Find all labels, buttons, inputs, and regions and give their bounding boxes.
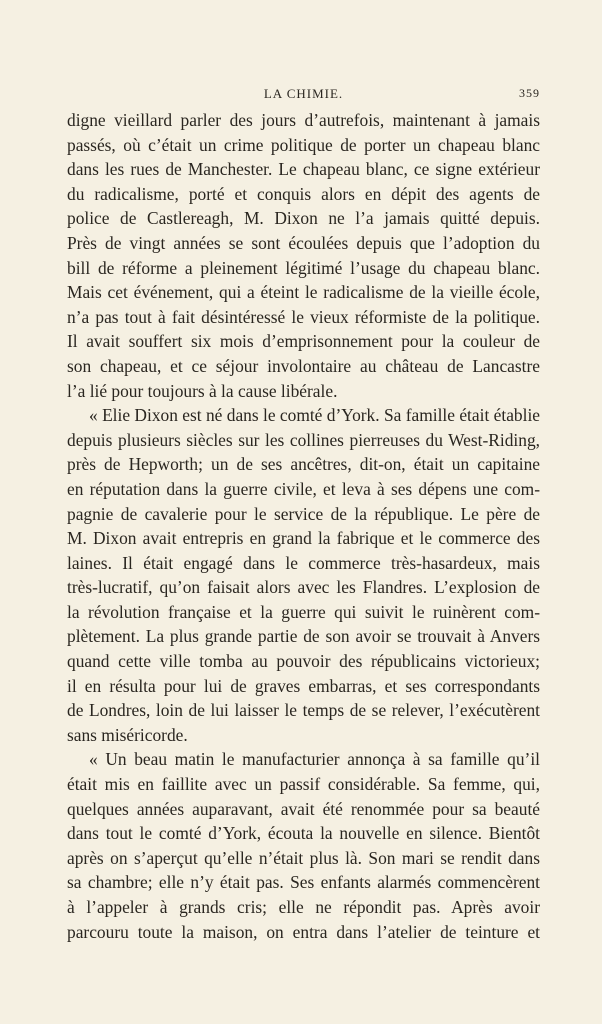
text-line: quand cette ville tomba au pouvoir des républicains victorieux; [67, 651, 540, 672]
text-line: laines. Il était engagé dans le commerce très-hasardeux, mais [67, 552, 540, 573]
text-line: digne vieillard parler des jours d’autrefois, maintenant à jamais [67, 110, 540, 130]
text-line: bill de réforme a pleinement légitimé l’usage du chapeau blanc. [67, 257, 540, 278]
text-line: M. Dixon avait entrepris en grand la fabrique et le commerce des [67, 528, 540, 549]
text-line: après on s’aperçut qu’elle n’était plus là. Son mari se rendit dans [67, 847, 540, 868]
paragraph-start-line: « Elie Dixon est né dans le comté d’York. Sa famille était établie [89, 405, 540, 426]
text-line: son chapeau, et ce séjour involontaire au château de Lancastre [67, 355, 540, 376]
text-line: n’a pas tout à fait désintéressé le vieux réformiste de la politique. [67, 306, 540, 327]
text-line: sa chambre; elle n’y était pas. Ses enfants alarmés commencèrent [67, 872, 540, 893]
text-line: très-lucratif, qu’on faisait alors avec les Flandres. L’explosion de [67, 577, 540, 598]
text-line: l’a lié pour toujours à la cause libérale. [67, 380, 338, 401]
text-line: la révolution française et la guerre qui suivit le ruinèrent com- [67, 601, 540, 622]
text-line: police de Castlereagh, M. Dixon ne l’a jamais quitté depuis. [67, 208, 540, 229]
text-line: sans miséricorde. [67, 724, 188, 745]
page-header [67, 84, 540, 104]
page-number: 359 [519, 86, 540, 100]
text-line: parcouru toute la maison, on entra dans l’atelier de teinture et [67, 921, 540, 942]
text-line: du radicalisme, porté et conquis alors en dépit des agents de [67, 183, 540, 204]
text-line: à l’appeler à grands cris; elle ne répondit pas. Après avoir [67, 897, 540, 917]
text-line: depuis plusieurs siècles sur les collines pierreuses du West-Riding, [67, 429, 540, 450]
text-line: passés, où c’était un crime politique de porter un chapeau blanc [67, 134, 540, 155]
text-line: il en résulta pour lui de graves embarras, et ses correspondants [67, 675, 540, 696]
running-title: LA CHIMIE. [263, 86, 344, 101]
text-line: de Londres, loin de lui laisser le temps de se relever, l’exécutèrent [67, 700, 540, 721]
text-line: en réputation dans la guerre civile, et leva à ses dépens une com- [67, 478, 540, 499]
text-line: plètement. La plus grande partie de son avoir se trouvait à Anvers [67, 626, 540, 647]
text-line: quelques années auparavant, avait été renommée pour sa beauté [67, 798, 540, 819]
text-line: était mis en faillite avec un passif considérable. Sa femme, qui, [67, 774, 540, 795]
body-text [67, 108, 540, 944]
text-line: Il avait souffert six mois d’emprisonnement pour la couleur de [67, 331, 540, 352]
text-line: pagnie de cavalerie pour le service de la république. Le père de [67, 503, 540, 524]
text-line: Près de vingt années se sont écoulées depuis que l’adoption du [67, 232, 540, 253]
paragraph-start-line: « Un beau matin le manufacturier annonça à sa famille qu’il [89, 749, 540, 770]
text-line: près de Hepworth; un de ses ancêtres, dit-on, était un capitaine [67, 454, 540, 475]
text-line: dans les rues de Manchester. Le chapeau blanc, ce signe extérieur [67, 159, 540, 180]
text-line: Mais cet événement, qui a éteint le radicalisme de la vieille école, [67, 282, 540, 303]
text-line: dans tout le comté d’York, écouta la nouvelle en silence. Bientôt [67, 823, 540, 844]
